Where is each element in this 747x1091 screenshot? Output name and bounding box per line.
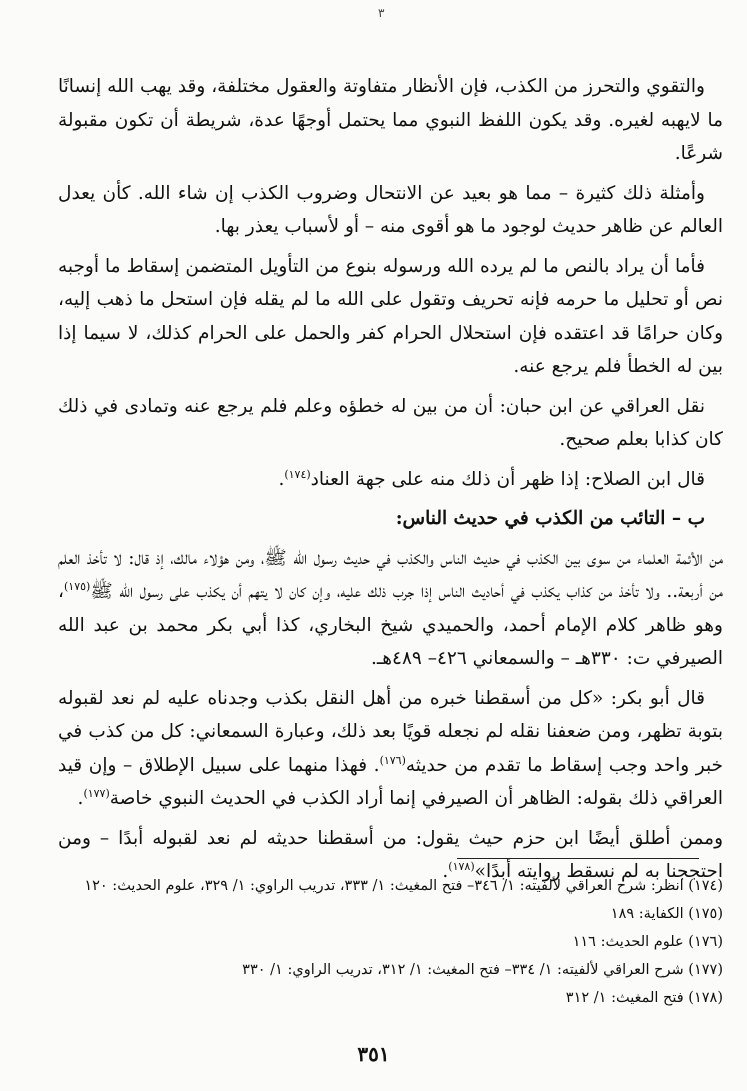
footnote: (١٧٥) الكفاية: ١٨٩ xyxy=(610,906,723,922)
paragraph: والتقوي والتحرز من الكذب، فإن الأنظار متفاوتة والعقول مختلفة، وقد يهب الله إنسانًا ما لايهبه لغيره. وقد يكون اللفظ النبوي مما يحتمل أوجهًا عدة، شريطة أن تكون مقبولة شرعًا. xyxy=(58,76,723,164)
paragraph-tail: . xyxy=(442,861,449,882)
paragraph xyxy=(58,542,723,676)
footnote: (١٧٤) انظر: شرح العراقي لألفيته: ١/ ٣٤٦– فتح المغيث: ١/ ٣٣٣، تدريب الراوي: ١/ ٣٢٩، علوم الحديث: ١٢٠ xyxy=(84,878,723,894)
paragraph-text: وممن أطلق أيضًا ابن حزم حيث يقول: من أسقطنا حديثه لم نعد لقبوله أبدًا – ومن احتججنا به لم نسقط روايته أبدًا» xyxy=(58,827,723,882)
paragraph-tail: . xyxy=(77,788,84,809)
footnote-ref: (١٧٤) xyxy=(284,467,311,481)
paragraph: وأمثلة ذلك كثيرة – مما هو بعيد عن الانتحال وضروب الكذب إن شاء الله. كأن يعدل العالم عن ظاهر حديث لوجود ما هو أقوى منه – أو لأسباب يعذر بها. xyxy=(58,182,723,237)
paragraph: نقل العراقي عن ابن حبان: أن من بين له خطؤه وعلم فلم يرجع عنه وتمادى في ذلك كان كذابا بعلم صحيح. xyxy=(58,395,723,450)
footnote-ref: (١٧٨) xyxy=(448,859,475,873)
paragraph-text: . فهذا منهما على سبيل الإطلاق – وإن قيد العراقي ذلك بقوله: الظاهر أن الصيرفي إنما أراد الكذب في الحديث النبوي خاصة xyxy=(58,754,723,809)
footnotes xyxy=(58,872,723,1012)
top-mark: ۳ xyxy=(378,6,385,20)
body-text xyxy=(58,70,723,895)
section-heading: ب – التائب من الكذب في حديث الناس: xyxy=(395,508,705,529)
footnote: (١٧٧) شرح العراقي لألفيته: ١/ ٣٣٤– فتح المغيث: ١/ ٣١٢، تدريب الراوي: ١/ ٣٣٠ xyxy=(242,962,723,978)
paragraph: فأما أن يراد بالنص ما لم يرده الله ورسوله بنوع من التأويل المتضمن إسقاط ما أوجبه نص أو تحليل ما حرمه فإنه تحريف وتقول على الله ما لم يقله فإن استحل ما ذهب إليه، وكان حرامًا قد اعتقده فإن استحلال الحرام كفر والحمل على الحرام كذلك، لا سيما إذا بين له الخطأ فلم يرجع عنه. xyxy=(58,255,723,377)
footnote-divider xyxy=(457,858,699,859)
paragraph-text: ، وهو ظاهر كلام الإمام أحمد، والحميدي شيخ البخاري، كذا أبي بكر محمد بن عبد الله الصيرفي ت: ٣٣٠هـ – والسمعاني ٤٢٦– ٤٨٩هـ. xyxy=(58,581,723,669)
footnote: (١٧٦) علوم الحديث: ١١٦ xyxy=(572,934,723,950)
paragraph-text: من الأئمة العلماء من سوى بين الكذب في حديث الناس والكذب في حديث رسول الله ﷺ، ومن هؤلاء مالك، إذ قال: لا تأخذ العلم من أربعة.. ولا تأخذ من كذاب يكذب في أحاديث الناس إذا جرب ذلك عليه، وإن كان لا يتهم أن يكذب على رسول الله ﷺ xyxy=(58,547,723,602)
paragraph-tail: . xyxy=(278,468,285,490)
footnote-ref: (١٧٦) xyxy=(379,753,406,767)
paragraph xyxy=(58,463,723,497)
paragraph xyxy=(58,682,723,816)
footnote: (١٧٨) فتح المغيث: ١/ ٣١٢ xyxy=(565,990,723,1006)
paragraph-text: قال أبو بكر: «كل من أسقطنا خبره من أهل النقل بكذب وجدناه عليه لم نعد لقبوله بتوبة تظهر، ومن ضعفنا نقله لم نجعله قويًا بعد ذلك، وعبارة السمعاني: كل من كذب في خبر واحد وجب إسقاط ما تقدم من حديثه xyxy=(58,687,723,776)
footnote-ref: (١٧٥) xyxy=(63,579,91,593)
page-number: ٣٥١ xyxy=(357,1042,390,1066)
footnote-ref: (١٧٧) xyxy=(83,786,110,800)
paragraph-text: قال ابن الصلاح: إذا ظهر أن ذلك منه على جهة العناد xyxy=(310,468,705,490)
